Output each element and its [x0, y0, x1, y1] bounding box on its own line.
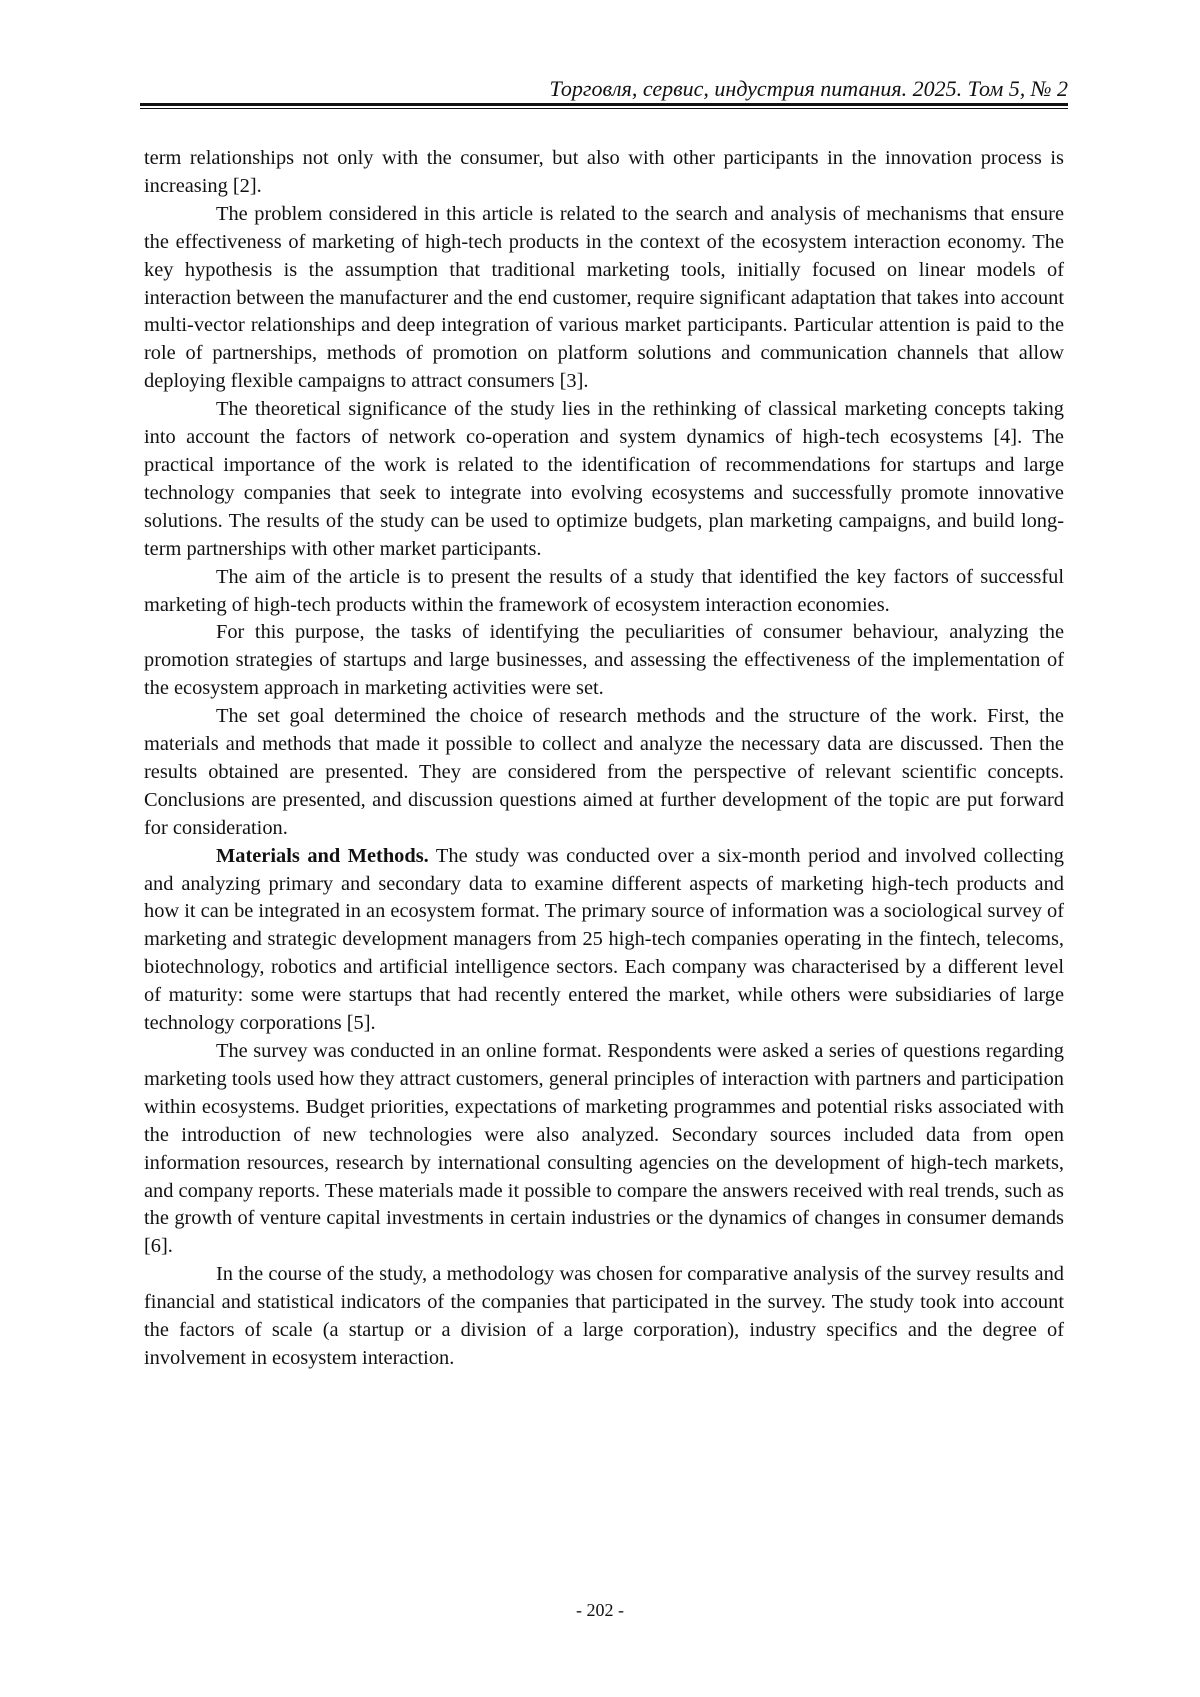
- paragraph-text: The set goal determined the choice of research methods and the structure of the work. First, the materials and methods that made it possible to collect and analyze the necessary data are discussed. Then the results obtained are presented. They are considered from the perspective of relevant scientific concepts. Conclusions are presented, and discussion questions aimed at further development of the topic are put forward for consideration.: [144, 705, 1064, 839]
- paragraph-text: The study was conducted over a six-month period and involved collecting and analyzing primary and secondary data to examine different aspects of marketing high-tech products and how it can be integrated in an ecosystem format. The primary source of information was a sociological survey of marketing and strategic development managers from 25 high-tech companies operating in the fintech, telecoms, biotechnology, robotics and artificial intelligence sectors. Each company was characterised by a different level of maturity: some were startups that had recently entered the market, while others were subsidiaries of large technology corporations [5].: [144, 844, 1064, 1035]
- paragraph-materials-and-methods: [144, 843, 1064, 1038]
- body-text: [144, 145, 1064, 1373]
- running-header: Торговля, сервис, индустрия питания. 2025. Том 5, № 2: [549, 76, 1068, 101]
- paragraph: [144, 703, 1064, 843]
- paragraph: [144, 564, 1064, 620]
- paragraph: [144, 201, 1064, 396]
- paragraph-text: For this purpose, the tasks of identifying the peculiarities of consumer behaviour, analyzing the promotion strategies of startups and large businesses, and assessing the effectiveness of the implementation of the ecosystem approach in marketing activities were set.: [144, 621, 1064, 700]
- paragraph-text: The aim of the article is to present the results of a study that identified the key factors of successful marketing of high-tech products within the framework of ecosystem interaction economies.: [144, 565, 1064, 616]
- header-rule-thin: [140, 108, 1068, 109]
- paragraph-text: The survey was conducted in an online format. Respondents were asked a series of questions regarding marketing tools used how they attract customers, general principles of interaction with partners and participation within ecosystems. Budget priorities, expectations of marketing programmes and potential risks associated with the introduction of new technologies were also analyzed. Secondary sources included data from open information resources, research by international consulting agencies on the development of high-tech markets, and company reports. These materials made it possible to compare the answers received with real trends, such as the growth of venture capital investments in certain industries or the dynamics of changes in consumer demands [6].: [144, 1040, 1064, 1258]
- header-rule-thick: [140, 103, 1068, 106]
- paragraph: [144, 619, 1064, 703]
- section-heading-inline: Materials and Methods.: [216, 844, 429, 867]
- paragraph-text: In the course of the study, a methodology was chosen for comparative analysis of the survey results and financial and statistical indicators of the companies that participated in the survey. The study took into account the factors of scale (a startup or a division of a large corporation), industry specifics and the degree of involvement in ecosystem interaction.: [144, 1263, 1064, 1369]
- paragraph: [144, 145, 1064, 201]
- paragraph: [144, 396, 1064, 563]
- paragraph-text: The theoretical significance of the study lies in the rethinking of classical marketing concepts taking into account the factors of network co-operation and system dynamics of high-tech ecosystems [4]. The practical importance of the work is related to the identification of recommendations for startups and large technology companies that seek to integrate into evolving ecosystems and successfully promote innovative solutions. The results of the study can be used to optimize budgets, plan marketing campaigns, and build long-term partnerships with other market participants.: [144, 398, 1064, 560]
- paragraph-text: term relationships not only with the consumer, but also with other participants in the innovation process is increasing [2].: [144, 147, 1064, 197]
- page-number: - 202 -: [576, 1600, 624, 1620]
- paragraph: [144, 1261, 1064, 1373]
- paragraph: [144, 1038, 1064, 1261]
- paragraph-text: The problem considered in this article is related to the search and analysis of mechanisms that ensure the effectiveness of marketing of high-tech products in the context of the ecosystem interaction economy. The key hypothesis is the assumption that traditional marketing tools, initially focused on linear models of interaction between the manufacturer and the end customer, require significant adaptation that takes into account multi-vector relationships and deep integration of various market participants. Particular attention is paid to the role of partnerships, methods of promotion on platform solutions and communication channels that allow deploying flexible campaigns to attract consumers [3].: [144, 202, 1064, 393]
